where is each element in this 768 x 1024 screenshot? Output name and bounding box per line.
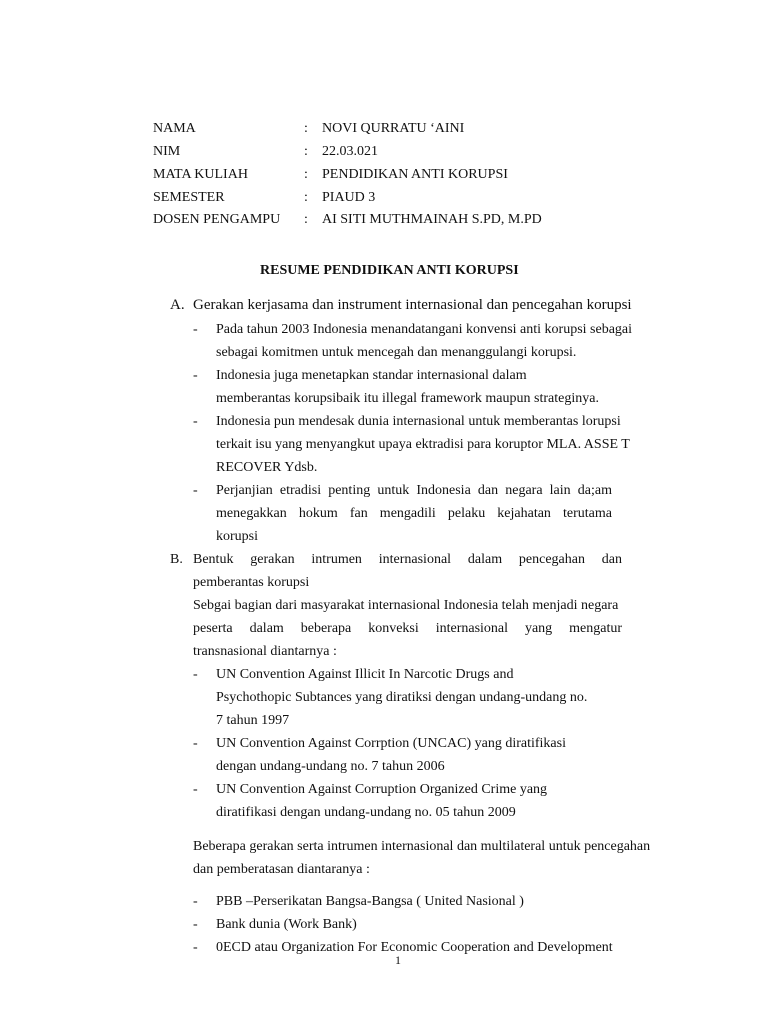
section-a-heading: Gerakan kerjasama dan instrument internasional dan pencegahan korupsi <box>193 297 632 313</box>
bullet-dash: - <box>193 368 198 383</box>
bullet-dash: - <box>193 782 198 797</box>
bullet-text: menegakkan hokum fan mengadili pelaku kejahatan terutama <box>216 506 612 521</box>
paragraph-text: Beberapa gerakan serta intrumen internasional dan multilateral untuk pencegahan <box>193 839 651 854</box>
separator: : <box>304 144 308 159</box>
bullet-text: terkait isu yang menyangkut upaya ektradisi para koruptor MLA. ASSE T <box>216 437 630 452</box>
bullet-text: memberantas korupsibaik itu illegal framework maupun strateginya. <box>216 391 599 406</box>
paragraph-text: transnasional diantarnya : <box>193 644 337 659</box>
bullet-text: dengan undang-undang no. 7 tahun 2006 <box>216 759 445 774</box>
bullet-text: UN Convention Against Illicit In Narcotic Drugs and <box>216 667 514 682</box>
value-dosen: AI SITI MUTHMAINAH S.PD, M.PD <box>322 212 542 227</box>
bullet-dash: - <box>193 483 198 498</box>
label-nama: NAMA <box>153 121 196 136</box>
bullet-text: Indonesia juga menetapkan standar internasional dalam <box>216 368 527 383</box>
separator: : <box>304 167 308 182</box>
bullet-dash: - <box>193 940 198 955</box>
paragraph-text: peserta dalam beberapa konveksi internasional yang mengatur <box>193 621 622 636</box>
bullet-text: UN Convention Against Corrption (UNCAC) yang diratifikasi <box>216 736 566 751</box>
bullet-text: UN Convention Against Corruption Organized Crime yang <box>216 782 548 797</box>
bullet-dash: - <box>193 917 198 932</box>
bullet-text: Indonesia pun mendesak dunia internasional untuk memberantas lorupsi <box>216 414 621 429</box>
separator: : <box>304 121 308 136</box>
value-mata-kuliah: PENDIDIKAN ANTI KORUPSI <box>322 167 508 182</box>
label-nim: NIM <box>153 144 181 159</box>
bullet-text: sebagai komitmen untuk mencegah dan menanggulangi korupsi. <box>216 345 577 360</box>
section-b-heading-cont: pemberantas korupsi <box>193 575 310 590</box>
page-number: 1 <box>395 953 401 967</box>
section-b-marker: B. <box>170 552 183 567</box>
bullet-text: 0ECD atau Organization For Economic Cooperation and Development <box>216 940 613 955</box>
label-dosen: DOSEN PENGAMPU <box>153 212 281 227</box>
label-semester: SEMESTER <box>153 190 225 205</box>
bullet-text: korupsi <box>216 529 258 544</box>
paragraph-text: Sebgai bagian dari masyarakat internasional Indonesia telah menjadi negara <box>193 598 619 613</box>
bullet-dash: - <box>193 322 198 337</box>
bullet-text: Pada tahun 2003 Indonesia menandatangani konvensi anti korupsi sebagai <box>216 322 633 337</box>
bullet-text: PBB –Perserikatan Bangsa-Bangsa ( United Nasional ) <box>216 894 524 909</box>
bullet-dash: - <box>193 414 198 429</box>
bullet-text: diratifikasi dengan undang-undang no. 05 tahun 2009 <box>216 805 516 820</box>
value-semester: PIAUD 3 <box>322 190 376 205</box>
value-nim: 22.03.021 <box>322 144 378 159</box>
bullet-text: 7 tahun 1997 <box>216 713 290 728</box>
separator: : <box>304 212 308 227</box>
bullet-text: Bank dunia (Work Bank) <box>216 917 357 932</box>
section-a-marker: A. <box>170 297 185 313</box>
paragraph-text: dan pemberatasan diantaranya : <box>193 862 370 877</box>
bullet-dash: - <box>193 667 198 682</box>
bullet-text: RECOVER Ydsb. <box>216 460 318 475</box>
label-mata-kuliah: MATA KULIAH <box>153 167 248 182</box>
bullet-text: Psychothopic Subtances yang diratiksi dengan undang-undang no. <box>216 690 588 705</box>
bullet-dash: - <box>193 894 198 909</box>
page-title: RESUME PENDIDIKAN ANTI KORUPSI <box>260 263 519 278</box>
separator: : <box>304 190 308 205</box>
value-nama: NOVI QURRATU ‘AINI <box>322 121 465 136</box>
bullet-text: Perjanjian etradisi penting untuk Indonesia dan negara lain da;am <box>216 483 612 498</box>
bullet-dash: - <box>193 736 198 751</box>
section-b-heading: Bentuk gerakan intrumen internasional dalam pencegahan dan <box>193 552 622 567</box>
